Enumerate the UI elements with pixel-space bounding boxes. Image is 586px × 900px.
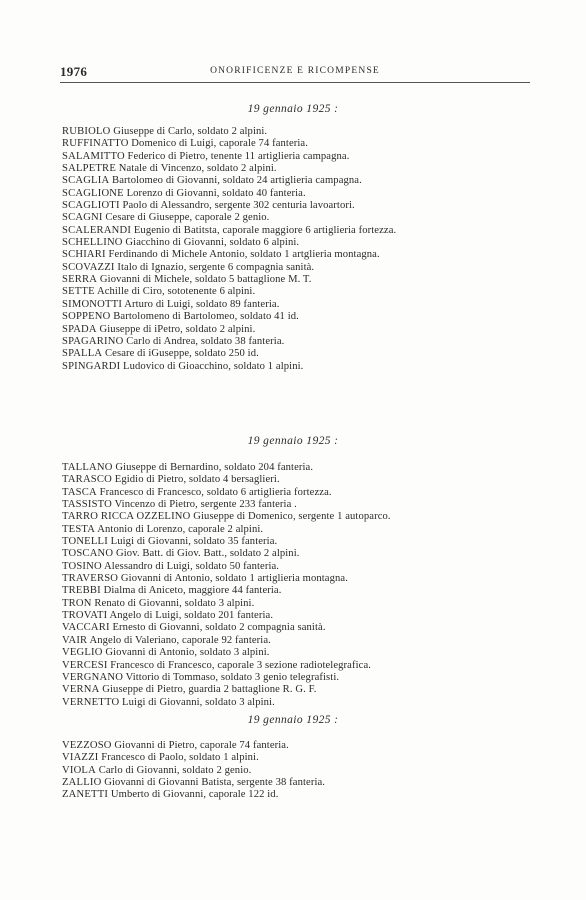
entry-details: Ernesto di Giovanni, soldato 2 compagnia sanità. [109, 622, 326, 634]
entry-details: Giov. Batt. di Giov. Batt., soldato 2 alpini. [113, 548, 300, 560]
list-item [62, 126, 532, 138]
entry-list [62, 126, 532, 373]
entry-details: Eugenio di Batitsta, caporale maggiore 6 artiglieria fortezza. [131, 224, 397, 236]
list-item [62, 511, 532, 523]
list-item [62, 225, 532, 237]
list-item [62, 200, 532, 212]
list-item [62, 548, 532, 560]
entry-surname: VERCESI [62, 659, 108, 671]
list-item [62, 610, 532, 622]
list-item [62, 249, 532, 261]
entry-surname: SCAGLIOTI [62, 200, 120, 212]
list-item [62, 175, 532, 187]
entry-details: Umberto di Giovanni, caporale 122 id. [108, 789, 279, 801]
entry-details: Giovanni di Giovanni Batista, sergente 38 fanteria. [101, 777, 326, 789]
entry-surname: SCHELLINO [62, 237, 123, 249]
page-number: 1976 [60, 64, 88, 79]
list-item [62, 163, 532, 175]
entry-details: Vincenzo di Pietro, sergente 233 fanteria . [112, 499, 297, 511]
list-item [62, 462, 532, 474]
entry-surname: SALPETRE [62, 163, 116, 175]
entry-surname: SCAGNI [62, 212, 103, 224]
entry-surname: SALAMITTO [62, 150, 125, 162]
list-item [62, 598, 532, 610]
entry-details: Luigi di Giovanni, soldato 3 alpini. [119, 696, 275, 708]
list-item [62, 274, 532, 286]
entry-surname: TESTA [62, 523, 96, 535]
entry-surname: SIMONOTTI [62, 298, 123, 310]
list-item [62, 697, 532, 709]
page-header [60, 64, 530, 80]
entry-details: Angelo di Luigi, soldato 201 fanteria. [107, 610, 274, 622]
list-item [62, 336, 532, 348]
list-item [62, 789, 532, 801]
entry-surname: ZANETTI [62, 789, 109, 801]
list-item [62, 635, 532, 647]
list-item [62, 765, 532, 777]
entry-surname: TRAVERSO [62, 573, 119, 585]
list-item [62, 499, 532, 511]
entry-details: Bartolomeno di Bartolomeo, soldato 41 id. [110, 311, 299, 323]
entry-surname: VEZZOSO [62, 740, 112, 751]
entry-surname: SPAGARINO [62, 335, 124, 347]
header-rule [60, 82, 530, 83]
list-item [62, 561, 532, 573]
entry-surname: TOSINO [62, 560, 102, 572]
list-item [62, 237, 532, 249]
entry-details: Bartolomeo di Giovanni, soldato 24 artiglieria campagna. [109, 175, 362, 187]
entry-list [62, 462, 532, 709]
entry-details: Cesare di Giuseppe, caporale 2 genio. [102, 212, 270, 224]
entry-details: Domenico di Luigi, caporale 74 fanteria. [128, 138, 308, 150]
entry-surname: TRON [62, 597, 92, 609]
list-item [62, 138, 532, 150]
list-item [62, 684, 532, 696]
entry-details: Giuseppe di iPetro, soldato 2 alpini. [96, 323, 256, 335]
list-item [62, 212, 532, 224]
entry-surname: SPINGARDI [62, 360, 121, 372]
entry-details: Giacchino di Giovanni, soldato 6 alpini. [122, 237, 300, 249]
entry-surname: VAIR [62, 634, 88, 646]
list-item [62, 262, 532, 274]
entry-details: Giovanni di Antonio, soldato 1 artiglieria montagna. [118, 573, 348, 585]
entry-details: Giuseppe di Bernardino, soldato 204 fanteria. [112, 462, 314, 473]
entry-surname: VERNETTO [62, 696, 120, 708]
list-item [62, 622, 532, 634]
entry-details: Francesco di Francesco, soldato 6 artiglieria fortezza. [96, 486, 332, 498]
entry-surname: SPADA [62, 323, 97, 335]
entry-surname: VERGNANO [62, 671, 124, 683]
entry-details: Giuseppe di Pietro, guardia 2 battaglione R. G. F. [99, 684, 317, 696]
entry-surname: SPALLA [62, 348, 103, 360]
list-item [62, 777, 532, 789]
entry-list [62, 740, 532, 802]
entry-surname: RUFFINATTO [62, 138, 129, 150]
list-item [62, 585, 532, 597]
list-item [62, 752, 532, 764]
list-item [62, 740, 532, 752]
entry-details: Ludovico di Gioacchino, soldato 1 alpini. [120, 360, 304, 372]
entry-surname: VIAZZI [62, 752, 99, 764]
entry-surname: TARASCO [62, 474, 112, 486]
entry-details: Luigi di Giovanni, soldato 35 fanteria. [107, 536, 278, 548]
list-item [62, 647, 532, 659]
list-item [62, 474, 532, 486]
list-item [62, 348, 532, 360]
entry-details: Renato di Giovanni, soldato 3 alpini. [91, 597, 255, 609]
entry-details: Vittorio di Tommaso, soldato 3 genio telegrafisti. [123, 671, 340, 683]
running-head: ONORIFICENZE E RICOMPENSE [210, 66, 380, 76]
entry-surname: SCOVAZZI [62, 261, 115, 273]
list-item [62, 536, 532, 548]
entry-surname: SERRA [62, 274, 98, 286]
list-item [62, 660, 532, 672]
list-item [62, 286, 532, 298]
entry-details: Achille di Ciro, sototenente 6 alpini. [94, 286, 256, 298]
entry-surname: SCHIARI [62, 249, 106, 261]
section-date-heading: 19 gennaio 1925 : [247, 103, 339, 115]
section-date-heading: 19 gennaio 1925 : [247, 435, 339, 447]
entry-surname: TASSISTO [62, 499, 113, 511]
entry-details: Egidio di Pietro, soldato 4 bersaglieri. [112, 474, 280, 486]
list-item [62, 361, 532, 373]
entry-details: Francesco di Paolo, soldato 1 alpini. [98, 752, 259, 764]
entry-surname: ZALLIO [62, 777, 102, 789]
list-item [62, 188, 532, 200]
list-item [62, 311, 532, 323]
list-item [62, 324, 532, 336]
entry-surname: SCAGLIONE [62, 187, 124, 199]
entry-surname: TREBBI [62, 585, 101, 597]
list-item [62, 487, 532, 499]
list-item [62, 299, 532, 311]
entry-surname: VACCARI [62, 622, 110, 634]
entry-surname: TONELLI [62, 536, 108, 548]
entry-details: Giovanni di Pietro, caporale 74 fanteria. [111, 740, 289, 751]
entry-surname: SCAGLIA [62, 175, 110, 187]
entry-surname: SOPPENO [62, 311, 111, 323]
entry-details: Carlo di Andrea, soldato 38 fanteria. [123, 335, 285, 347]
entry-surname: VIOLA [62, 764, 96, 776]
entry-details: Lorenzo di Giovanni, soldato 40 fanteria. [123, 187, 306, 199]
entry-details: Francesco di Francesco, caporale 3 sezione radiotelegrafica. [107, 659, 372, 671]
entry-details: Paolo di Alessandro, sergente 302 centuria lavoartori. [119, 200, 355, 212]
entry-surname: TASCA [62, 486, 97, 498]
entry-surname: VEGLIO [62, 647, 103, 659]
entry-details: Federico di Pietro, tenente 11 artiglieria campagna. [124, 150, 350, 162]
entry-details: Natale di Vincenzo, soldato 2 alpini. [115, 163, 277, 175]
entry-details: Arturo di Luigi, soldato 89 fanteria. [122, 298, 280, 310]
entry-surname: RUBIOLO [62, 126, 111, 137]
list-item [62, 573, 532, 585]
list-item [62, 151, 532, 163]
entry-details: Dialma di Aniceto, maggiore 44 fanteria. [100, 585, 282, 597]
entry-details: Cesare di iGuseppe, soldato 250 id. [102, 348, 259, 360]
entry-details: Ferdinando di Michele Antonio, soldato 1 artglieria montagna. [105, 249, 380, 261]
entry-details: Giuseppe di Carlo, soldato 2 alpini. [110, 126, 268, 137]
entry-surname: VERNA [62, 684, 100, 696]
entry-details: Italo di Ignazio, sergente 6 compagnia sanità. [114, 261, 315, 273]
entry-surname: TOSCANO [62, 548, 114, 560]
entry-surname: TALLANO [62, 462, 113, 473]
entry-details: Giovanni di Michele, soldato 5 battaglione M. T. [97, 274, 312, 286]
entry-details: Alessandro di Luigi, soldato 50 fanteria. [101, 560, 280, 572]
entry-details: Antonio di Lorenzo, caporale 2 alpini. [95, 523, 264, 535]
entry-surname: TROVATI [62, 610, 108, 622]
entry-surname: TARRO RICCA OZZELINO [62, 511, 191, 523]
entry-details: Giuseppe di Domenico, sergente 1 autoparco. [190, 511, 391, 523]
entry-details: Carlo di Giovanni, soldato 2 genio. [95, 764, 252, 776]
list-item [62, 672, 532, 684]
entry-surname: SETTE [62, 286, 95, 298]
entry-details: Angelo di Valeriano, caporale 92 fanteria. [87, 634, 271, 646]
list-item [62, 524, 532, 536]
entry-details: Giovanni di Antonio, soldato 3 alpini. [102, 647, 270, 659]
section-date-heading: 19 gennaio 1925 : [247, 714, 339, 726]
entry-surname: SCALERANDI [62, 224, 132, 236]
